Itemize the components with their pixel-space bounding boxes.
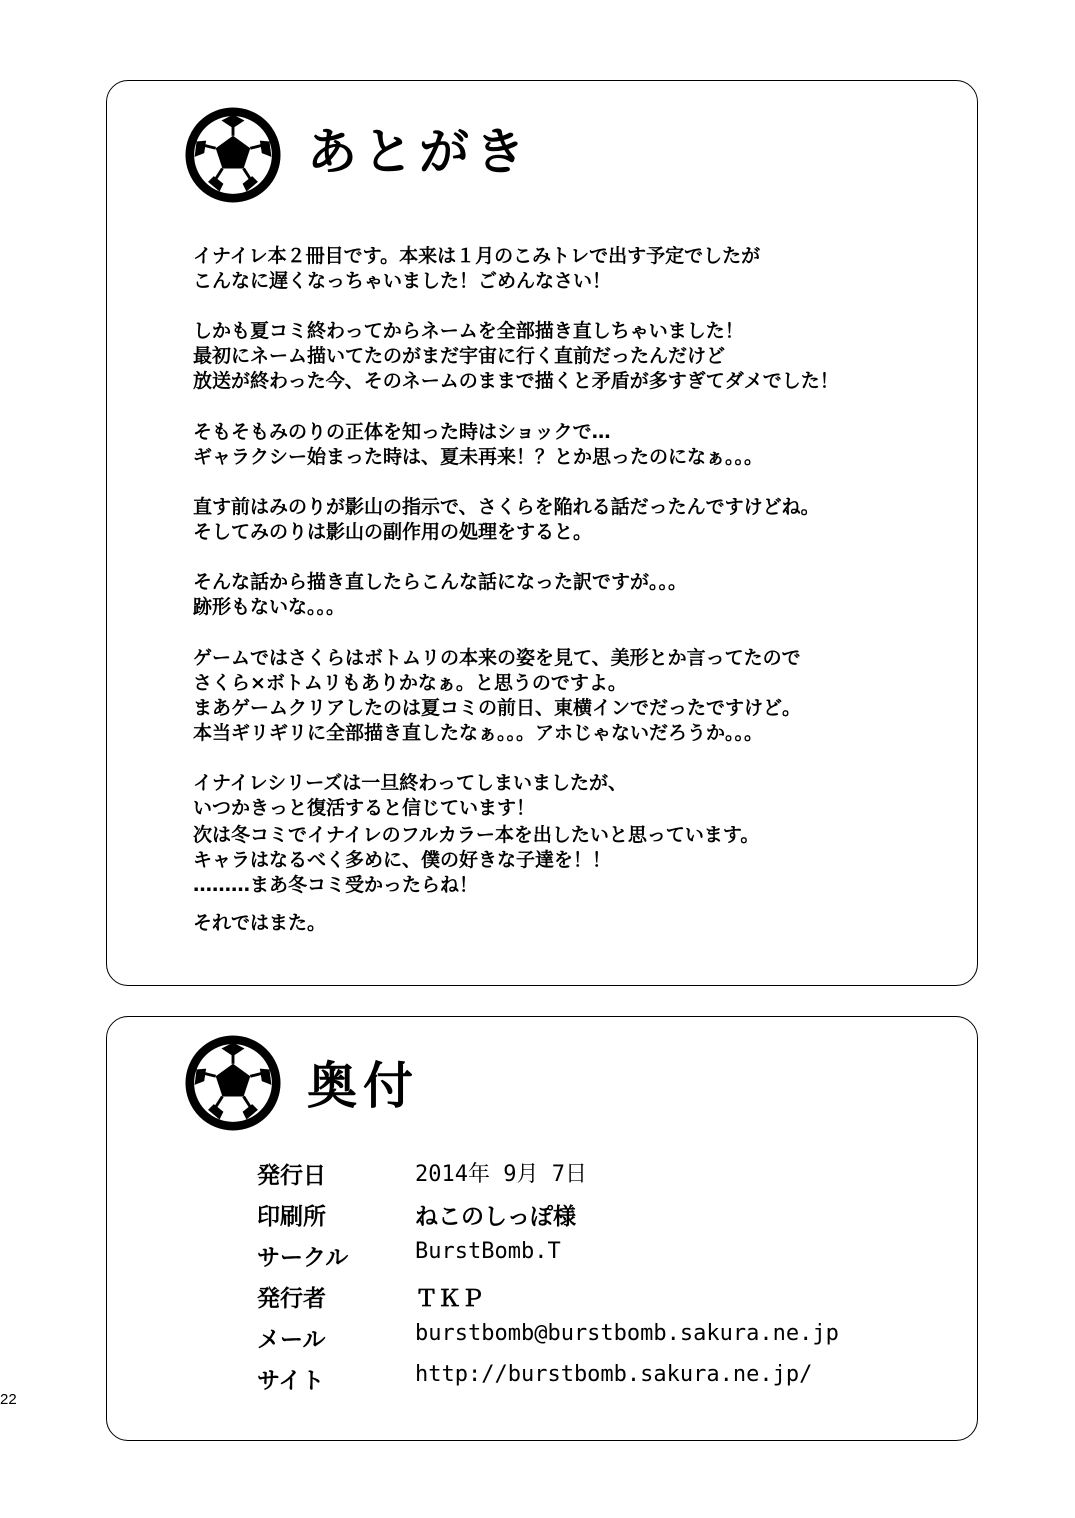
colophon-value: ＴＫＰ	[415, 1286, 484, 1312]
colophon-label: サイト	[257, 1368, 325, 1394]
afterword-line: 次は冬コミでイナイレのフルカラー本を出したいと思っています。	[193, 824, 760, 846]
afterword-panel	[106, 80, 978, 986]
afterword-paragraph	[193, 420, 763, 470]
afterword-line: 放送が終わった今、そのネームのままで描くと矛盾が多すぎてダメでした！	[193, 370, 839, 392]
colophon-title: 奥付	[307, 1057, 419, 1115]
afterword-line: こんなに遅くなっちゃいました！ごめんなさい！	[193, 270, 612, 292]
afterword-paragraph	[193, 771, 627, 821]
colophon-panel	[106, 1016, 978, 1441]
colophon-value[interactable]: burstbomb@burstbomb.sakura.ne.jp	[415, 1321, 839, 1346]
afterword-paragraph	[193, 911, 326, 936]
afterword-title: あとがき	[307, 123, 531, 181]
afterword-line: 跡形もないな。。。	[193, 596, 346, 618]
colophon-value[interactable]: http://burstbomb.sakura.ne.jp/	[415, 1362, 813, 1387]
afterword-line: まあゲームクリアしたのは夏コミの前日、東横インでだったですけど。	[193, 697, 802, 719]
colophon-value: ねこのしっぽ様	[415, 1204, 576, 1230]
afterword-paragraph	[193, 823, 759, 898]
afterword-line: 直す前はみのりが影山の指示で、さくらを陥れる話だったんですけどね。	[193, 496, 820, 518]
colophon-value: BurstBomb.T	[415, 1239, 561, 1264]
colophon-label: 印刷所	[257, 1204, 326, 1230]
afterword-paragraph	[193, 495, 820, 545]
afterword-line: それではまた。	[193, 912, 327, 934]
colophon-label: メール	[257, 1327, 326, 1353]
colophon-label: 発行日	[257, 1163, 326, 1189]
afterword-line: しかも夏コミ終わってからネームを全部描き直しちゃいました！	[193, 320, 744, 342]
page-number: 22	[0, 1391, 17, 1408]
afterword-paragraph	[193, 319, 839, 394]
soccer-ball-icon	[185, 1035, 281, 1131]
afterword-line: キャラはなるべく多めに、僕の好きな子達を！！	[193, 849, 612, 871]
afterword-line: ゲームではさくらはボトムリの本来の姿を見て、美形とか言ってたので	[193, 647, 801, 669]
soccer-ball-icon	[185, 107, 281, 203]
colophon-value: 2014年 9月 7日	[415, 1162, 587, 1187]
afterword-line: そしてみのりは影山の副作用の処理をすると。	[193, 521, 593, 543]
colophon-label: 発行者	[257, 1286, 326, 1312]
afterword-line: 本当ギリギリに全部描き直したなぁ。。。アホじゃないだろうか。。。	[193, 722, 764, 744]
afterword-line: いつかきっと復活すると信じています！	[193, 797, 536, 819]
afterword-line: ………まあ冬コミ受かったらね！	[193, 874, 479, 896]
afterword-line: 最初にネーム描いてたのがまだ宇宙に行く直前だったんだけど	[193, 345, 726, 367]
afterword-paragraph	[193, 646, 801, 746]
afterword-line: イナイレ本２冊目です。本来は１月のこみトレで出す予定でしたが	[193, 245, 761, 267]
afterword-line: ギャラクシー始まった時は、夏未再来！？とか思ったのになぁ。。。	[193, 446, 764, 468]
afterword-line: イナイレシリーズは一旦終わってしまいましたが、	[193, 772, 628, 794]
afterword-line: そんな話から描き直したらこんな話になった訳ですが。。。	[193, 571, 688, 593]
afterword-line: さくら×ボトムリもありかなぁ。と思うのですよ。	[193, 672, 627, 694]
afterword-paragraph	[193, 570, 687, 620]
afterword-line: そもそもみのりの正体を知った時はショックで…	[193, 421, 611, 443]
afterword-paragraph	[193, 244, 760, 294]
colophon-label: サークル	[257, 1245, 349, 1271]
